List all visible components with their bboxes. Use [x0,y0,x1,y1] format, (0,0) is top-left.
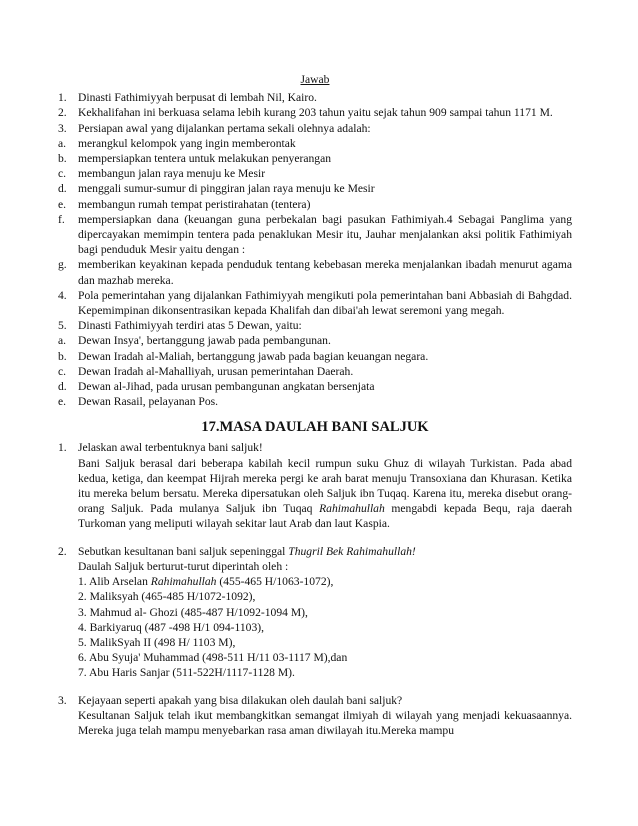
list-item-number: 5. [58,319,67,333]
list-item [58,212,572,258]
question-italic-text: Thugril Bek Rahimahullah! [288,544,416,558]
list-item [58,90,572,105]
section-title: 17.MASA DAULAH BANI SALJUK [201,419,429,436]
list-item [58,151,572,166]
question-3 [58,693,572,739]
list-item-text: membangun rumah tempat peristirahatan (tentera) [78,197,311,211]
list-item-text: merangkul kelompok yang ingin memberontak [78,136,296,150]
list-item [58,318,572,333]
answer-list [58,90,572,409]
answer-paragraph [58,456,572,532]
ruler-item [58,635,572,650]
list-item-text: mempersiapkan dana (keuangan guna perbekalan bagi pasukan Fathimiyah.4 Sebagai Panglima yang dipercayakan memimpin tentera pada penaklukan Mesir itu, Jauhar menjalankan aksi politik Fathimiyah bagi penduduk Mesir yaitu dengan : [78,212,572,257]
ruler-item [58,605,572,620]
question-text: Kejayaan seperti apakah yang bisa dilakukan oleh daulah bani saljuk? [78,693,403,707]
list-item [58,197,572,212]
list-item-number: 4. [58,288,67,302]
ruler-item [58,574,572,589]
question-text-part: Sebutkan kesultanan bani saljuk sepeninggal [78,544,289,558]
list-item-number: d. [58,380,67,394]
list-item-number: c. [58,167,67,181]
list-item [58,136,572,151]
ruler-item [58,665,572,680]
list-item-number: f. [58,212,65,226]
question-number: 2. [58,544,67,558]
question-2 [58,544,572,681]
ruler-period: (455-465 H/1063-1072), [216,575,334,589]
answer-italic-text: Rahimahullah [319,502,385,516]
list-item-text: mempersiapkan tentera untuk melakukan penyerangan [78,152,332,166]
list-item [58,379,572,394]
list-item [58,105,572,120]
question-text: Jelaskan awal terbentuknya bani saljuk! [78,441,263,455]
answer-heading: Jawab [300,73,330,86]
list-item [58,394,572,409]
question-number: 3. [58,693,67,707]
rulers-intro: Daulah Saljuk berturut-turut diperintah oleh : [78,559,289,573]
list-item [58,166,572,181]
list-item-number: d. [58,182,67,196]
list-item [58,121,572,136]
list-item-number: a. [58,334,67,348]
answer-text: mengabdi kepada Bequ, raja daerah Turkoman yang meliputi wilayah sekitar laut Arab dan laut Kaspia. [78,502,572,531]
ruler-name: 4. Barkiyaruq (487 -498 H/1 094-1103), [78,620,265,634]
list-item-number: e. [58,395,67,409]
ruler-name: 1. Alib Arselan [78,575,151,589]
question-1 [58,440,572,531]
list-item-text: Dewan Iradah al-Mahalliyah, urusan pemerintahan Daerah. [78,364,354,378]
ruler-name: 5. MalikSyah II (498 H/ 1103 M), [78,635,236,649]
list-item-text: Dewan Iradah al-Maliah, bertanggung jawab pada bagian keuangan negara. [78,349,429,363]
ruler-title-italic: Rahimahullah [150,575,217,589]
list-item-text: Dinasti Fathimiyyah berpusat di lembah Nil, Kairo. [78,91,317,105]
ruler-item [58,589,572,604]
answer-text: Bani Saljuk berasal dari beberapa kabilah kecil rumpun suku Ghuz di wilayah Turkistan. Pada abad kedua, ketiga, dan keempat Hijrah mereka pergi ke arah barat menuju Transoxiana dan Khurasan. Ketika itu mereka belum bersatu. Mereka dipersatukan oleh Saljuk ibn Tuqaq. Karena itu, mereka disebut orang-orang Saljuk. Pada mulanya Saljuk ibn Tuqaq [78,456,572,516]
list-item-number: a. [58,136,67,150]
question-number: 1. [58,441,67,455]
list-item [58,181,572,196]
list-item-number: 1. [58,91,67,105]
ruler-item [58,650,572,665]
list-item-text: Dewan Rasail, pelayanan Pos. [78,395,219,409]
ruler-name: 2. Maliksyah (465-485 H/1072-1092), [78,590,256,604]
list-item-text: Dewan al-Jihad, pada urusan pembangunan angkatan bersenjata [78,380,375,394]
ruler-name: 7. Abu Haris Sanjar (511-522H/1117-1128 M). [78,666,295,680]
list-item [58,257,572,287]
list-item [58,364,572,379]
question-text [78,544,572,559]
list-item [58,333,572,348]
list-item-text: Persiapan awal yang dijalankan pertama sekali olehnya adalah: [78,121,371,135]
list-item-number: g. [58,258,67,272]
list-item-text: Kekhalifahan ini berkuasa selama lebih kurang 203 tahun yaitu sejak tahun 909 sampai tahun 1171 M. [78,106,553,120]
list-item-text: membangun jalan raya menuju ke Mesir [78,167,266,181]
list-item-number: 3. [58,121,67,135]
ruler-name: 3. Mahmud al- Ghozi (485-487 H/1092-1094 M), [78,605,308,619]
list-item-number: b. [58,152,67,166]
list-item-number: e. [58,197,67,211]
list-item [58,349,572,364]
list-item-text: Dewan Insya', bertanggung jawab pada pembangunan. [78,334,331,348]
list-item-text: memberikan keyakinan kepada penduduk tentang kebebasan mereka menjalankan ibadah menurut agama dan mazhab mereka. [78,258,572,287]
list-item-text: Pola pemerintahan yang dijalankan Fathimiyyah mengikuti pola pemerintahan bani Abbasiah di Bahgdad. Kepemimpinan dikonsentrasikan kepada Khalifah dan dibai'ah lewat seremoni yang megah. [78,288,572,318]
list-item-text: menggali sumur-sumur di pinggiran jalan raya menuju ke Mesir [78,182,375,196]
ruler-name: 6. Abu Syuja' Muhammad (498-511 H/11 03-1117 M),dan [78,651,348,665]
list-item [58,288,572,318]
ruler-item [58,620,572,635]
list-item-text: Dinasti Fathimiyyah terdiri atas 5 Dewan, yaitu: [78,319,302,333]
rulers-list [58,574,572,680]
list-item-number: b. [58,349,67,363]
list-item-number: c. [58,364,67,378]
answer-paragraph: Kesultanan Saljuk telah ikut membangkitkan semangat ilmiyah di wilayah yang menjadi kekuasaannya. Mereka juga telah mampu menyebarkan rasa aman diwilayah itu.Mereka mampu [78,708,572,737]
list-item-number: 2. [58,106,67,120]
